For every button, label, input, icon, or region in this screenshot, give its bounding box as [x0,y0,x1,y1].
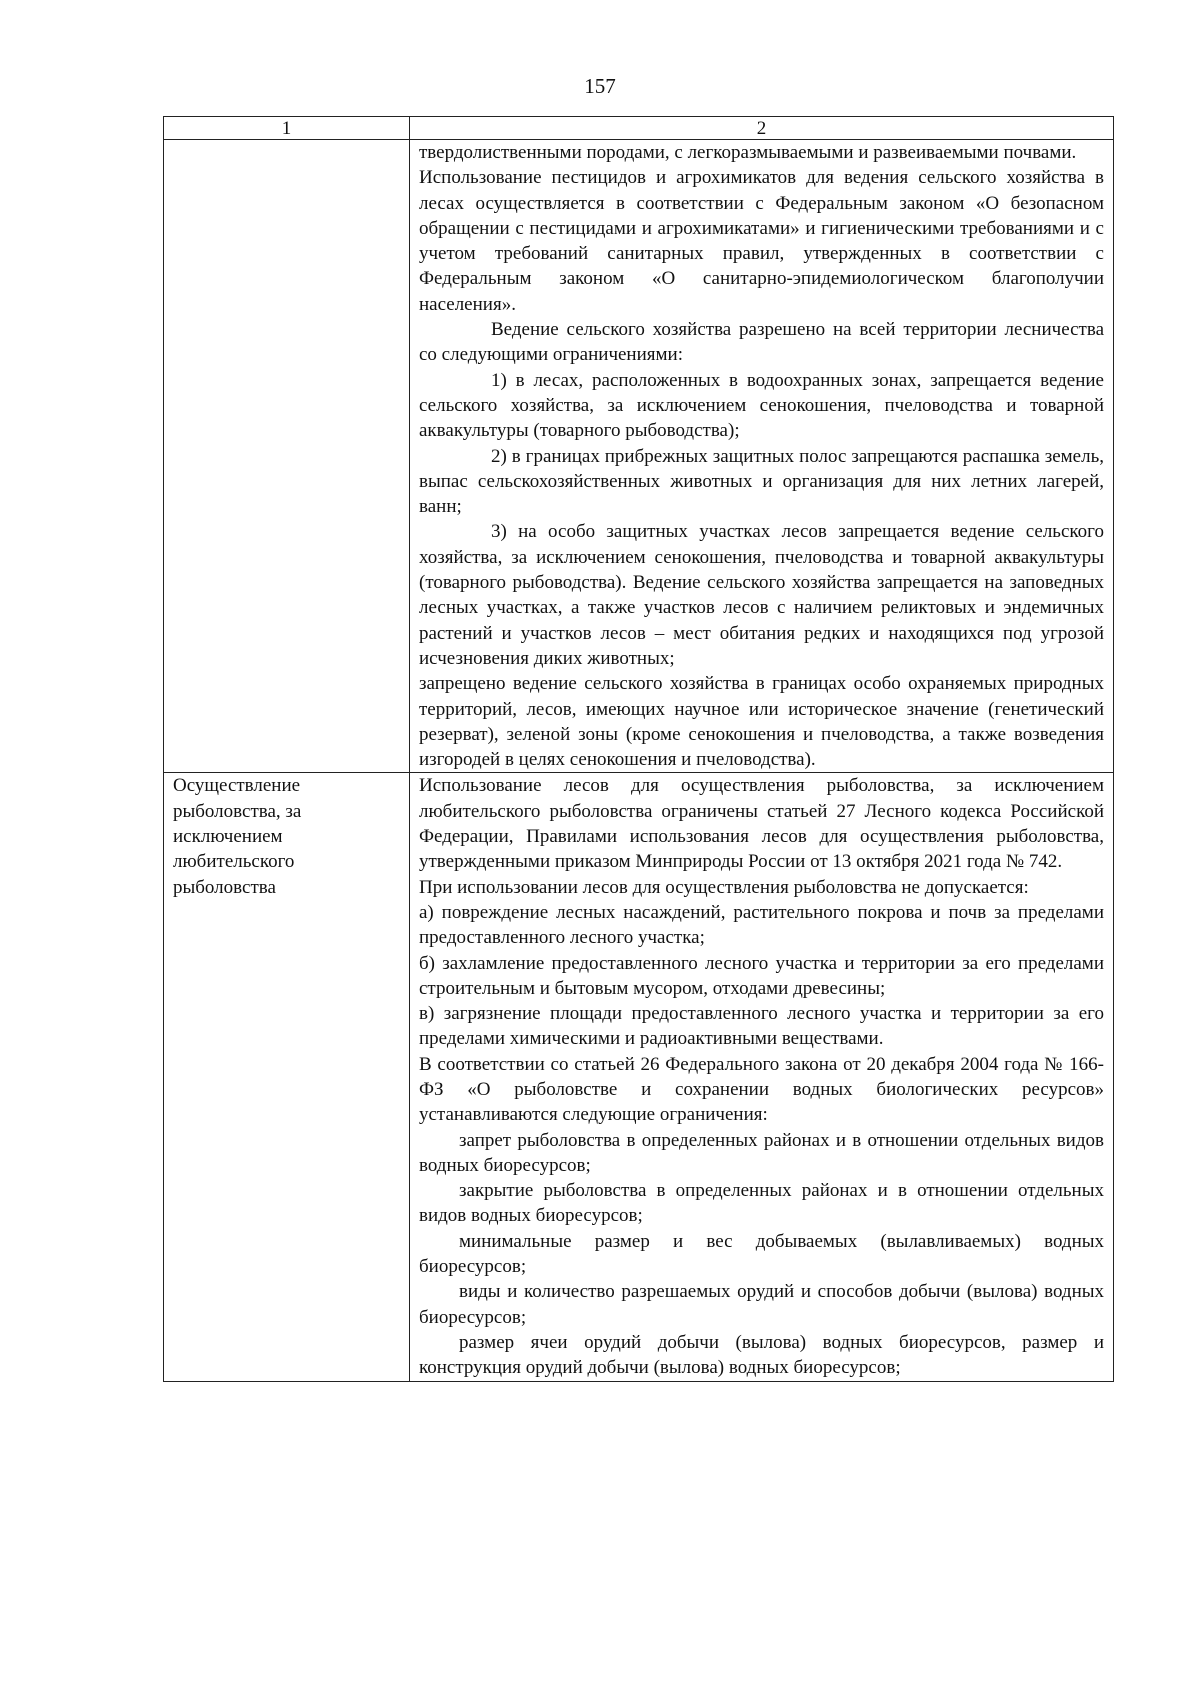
paragraph: в) загрязнение площади предоставленного лесного участка и территории за его пределами химическими и радиоактивными веществами. [419,1003,1104,1050]
paragraph: Использование пестицидов и агрохимикатов для ведения сельского хозяйства в лесах осуществляется в соответствии с Федеральным законом «О безопасном обращении с пестицидами и агрохимикатами» и гигиеническими требованиями и с учетом требований санитарных правил, утвержденных в соответствии с Федеральным законом «О санитарно-эпидемиологическом благополучии населения». [419,167,1104,315]
header-cell-2: 2 [410,117,1114,140]
paragraph: 1) в лесах, расположенных в водоохранных зонах, запрещается ведение сельского хозяйства, за исключением сенокошения, пчеловодства и товарной аквакультуры (товарного рыбоводства); [419,369,1104,442]
paragraph: виды и количество разрешаемых орудий и способов добычи (вылова) водных биоресурсов; [419,1281,1104,1328]
paragraph: 2) в границах прибрежных защитных полос запрещаются распашка земель, выпас сельскохозяйственных животных и организация для них летних лагерей, ванн; [419,445,1104,518]
table-row [164,140,1114,773]
header-cell-1: 1 [164,117,410,140]
paragraph: твердолиственными породами, с легкоразмываемыми и развеиваемыми почвами. [419,142,1077,163]
paragraph: Осуществление рыболовства, за исключением любительского рыболовства [173,775,302,898]
table-row [164,773,1114,1381]
paragraph: В соответствии со статьей 26 Федерального закона от 20 декабря 2004 года № 166-ФЗ «О рыболовстве и сохранении водных биологических ресурсов» устанавливаются следующие ограничения: [419,1053,1104,1126]
restrictions-cell [410,140,1114,773]
page-number: 157 [584,74,616,98]
paragraph: запрещено ведение сельского хозяйства в границах особо охраняемых природных территорий, лесов, имеющих научное или историческое значение (генетический резерват), зеленой зоны (кроме сенокошения и пчеловодства, а также возведения изгородей в целях сенокошения и пчеловодства). [419,673,1104,771]
paragraph: Ведение сельского хозяйства разрешено на всей территории лесничества со следующими ограничениями: [419,319,1104,366]
activity-type-cell [164,140,410,773]
paragraph: 3) на особо защитных участках лесов запрещается ведение сельского хозяйства, за исключением сенокошения, пчеловодства и товарной аквакультуры (товарного рыбоводства). Ведение сельского хозяйства запрещается на заповедных лесных участках, а также участков лесов с наличием реликтовых и эндемичных растений и участков лесов – мест обитания редких и находящихся под угрозой исчезновения диких животных; [419,521,1104,669]
restrictions-cell [410,773,1114,1381]
paragraph: закрытие рыболовства в определенных районах и в отношении отдельных видов водных биоресурсов; [419,1180,1104,1227]
paragraph: минимальные размер и вес добываемых (вылавливаемых) водных биоресурсов; [419,1230,1104,1278]
paragraph: размер ячеи орудий добычи (вылова) водных биоресурсов, размер и конструкция орудий добычи (вылова) водных биоресурсов; [419,1331,1104,1379]
table-header-row [164,117,1114,140]
paragraph: б) захламление предоставленного лесного участка и территории за его пределами строительным и бытовым мусором, отходами древесины; [419,952,1104,999]
document-table [163,116,1114,1382]
paragraph: а) повреждение лесных насаждений, растительного покрова и почв за пределами предоставленного лесного участка; [419,901,1104,949]
paragraph: При использовании лесов для осуществления рыболовства не допускается: [419,876,1029,898]
activity-type-cell [164,773,410,1381]
paragraph: запрет рыболовства в определенных районах и в отношении отдельных видов водных биоресурсов; [419,1129,1104,1176]
paragraph: Использование лесов для осуществления рыболовства, за исключением любительского рыболовства ограничены статьей 27 Лесного кодекса Российской Федерации, Правилами использования лесов для осуществления рыболовства, утвержденными приказом Минприроды России от 13 октября 2021 года № 742. [419,775,1104,873]
